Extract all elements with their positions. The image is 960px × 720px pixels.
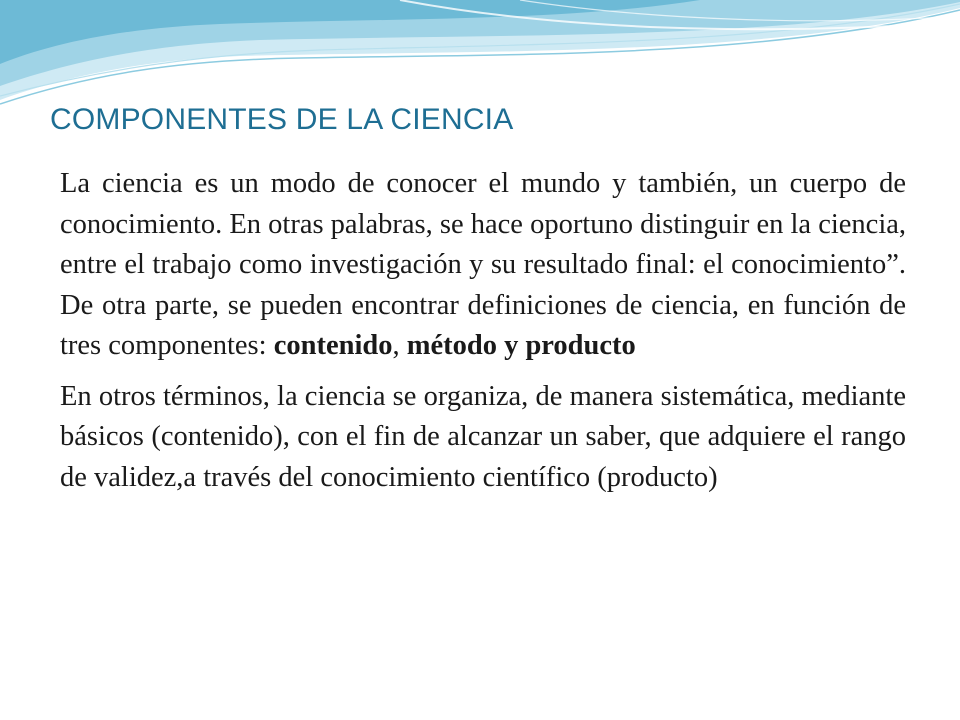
term-metodo-producto: método y producto	[406, 330, 636, 361]
paragraph-definition	[60, 164, 906, 367]
term-contenido: contenido	[273, 330, 393, 361]
paragraph-summary: En otros términos, la ciencia se organiza, de manera sistemática, mediante básicos (contenido), con el fin de alcanzar un saber, que adquiere el rango de validez,a través del conocimiento científico (producto)	[60, 380, 906, 493]
paragraph-definition-text: La ciencia es un modo de conocer el mundo y también, un cuerpo de conocimiento. En otras palabras, se hace oportuno distinguir en la ciencia, entre el trabajo como investigación y su resultado final: el conocimiento”. De otra parte, se pueden encontrar definiciones de ciencia, en función de tres componentes:	[60, 168, 907, 361]
slide-title: COMPONENTES DE LA CIENCIA	[50, 103, 514, 136]
decorative-wave-banner	[0, 0, 960, 110]
slide-body	[60, 164, 906, 498]
term-separator: ,	[392, 330, 407, 361]
